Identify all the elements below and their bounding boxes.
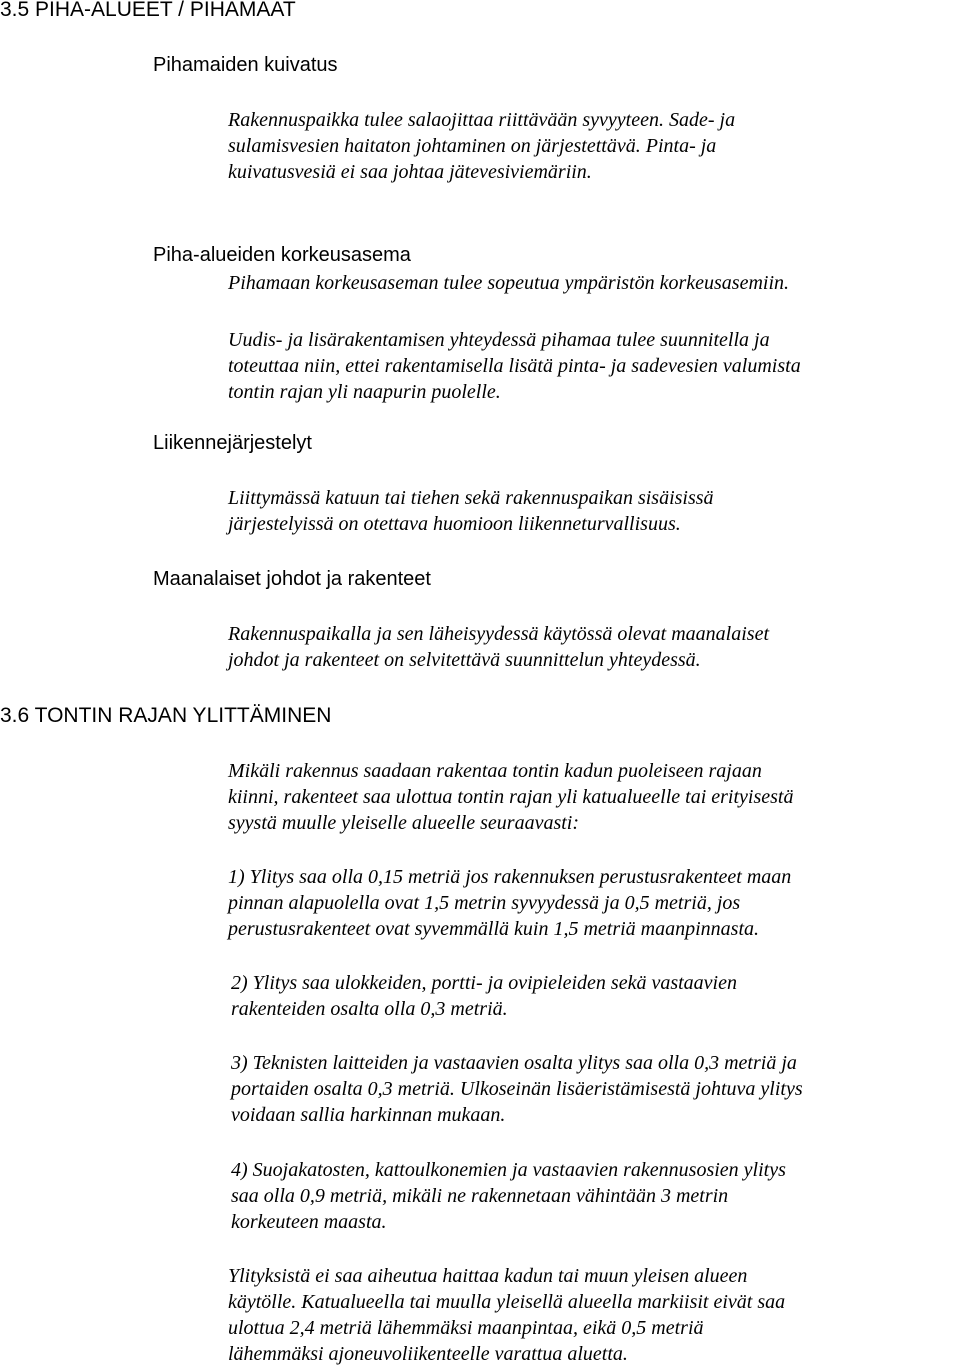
paragraph-item-2: 2) Ylitys saa ulokkeiden, portti- ja ovipieleiden sekä vastaavien rakenteiden osalta olla 0,3 metriä.: [231, 972, 737, 1020]
paragraph-intro: Mikäli rakennus saadaan rakentaa tontin kadun puoleiseen rajaan kiinni, rakenteet saa ulottua tontin rajan yli katualueelle tai erityisestä syystä muulle yleiselle alueelle seuraavasti:: [228, 760, 794, 834]
subheading-liikennejarjestelyt: Liikennejärjestelyt: [153, 432, 312, 454]
paragraph-liikennejarjestelyt: Liittymässä katuun tai tiehen sekä rakennuspaikan sisäisissä järjestelyissä on otettava huomioon liikenneturvallisuus.: [228, 487, 714, 535]
paragraph-closing: Ylityksistä ei saa aiheutua haittaa kadun tai muun yleisen alueen käytölle. Katualueella tai muulla yleisellä alueella markiisit eivät saa ulottua 2,4 metriä lähemmäksi maanpintaa, eikä 0,5 metriä lähemmäksi ajoneuvoliikenteelle varattua aluetta.: [228, 1265, 786, 1365]
paragraph-korkeusasema-1: Pihamaan korkeusaseman tulee sopeutua ympäristön korkeusasemiin.: [228, 272, 790, 294]
section-heading-3-5: 3.5 PIHA-ALUEET / PIHAMAAT: [0, 0, 296, 21]
subheading-pihamaiden-kuivatus: Pihamaiden kuivatus: [153, 54, 338, 76]
paragraph-item-1: 1) Ylitys saa olla 0,15 metriä jos rakennuksen perustusrakenteet maan pinnan alapuolella ovat 1,5 metrin syvyydessä ja 0,5 metriä, jos perustusrakenteet ovat syvemmällä kuin 1,5 metriä maanpinnasta.: [228, 866, 792, 940]
section-heading-3-6: 3.6 TONTIN RAJAN YLITTÄMINEN: [0, 704, 332, 727]
subheading-maanalaiset-johdot: Maanalaiset johdot ja rakenteet: [153, 568, 431, 590]
paragraph-item-3: 3) Teknisten laitteiden ja vastaavien osalta ylitys saa olla 0,3 metriä ja portaiden osalta 0,3 metriä. Ulkoseinän lisäeristämisestä johtuva ylitys voidaan sallia harkinnan mukaan.: [231, 1052, 803, 1126]
paragraph-korkeusasema-2: Uudis- ja lisärakentamisen yhteydessä pihamaa tulee suunnitella ja toteuttaa niin, ettei rakentamisella lisätä pinta- ja sadevesien valumista tontin rajan yli naapurin puolelle.: [228, 329, 801, 403]
paragraph-maanalaiset-johdot: Rakennuspaikalla ja sen läheisyydessä käytössä olevat maanalaiset johdot ja rakenteet on selvitettävä suunnittelun yhteydessä.: [228, 623, 770, 671]
subheading-korkeusasema: Piha-alueiden korkeusasema: [153, 244, 411, 266]
paragraph-kuivatus: Rakennuspaikka tulee salaojittaa riittävään syvyyteen. Sade- ja sulamisvesien haitaton johtaminen on järjestettävä. Pinta- ja kuivatusvesiä ei saa johtaa jätevesiviemäriin.: [228, 109, 736, 183]
paragraph-item-4: 4) Suojakatosten, kattoulkonemien ja vastaavien rakennusosien ylitys saa olla 0,9 metriä, mikäli ne rakennetaan vähintään 3 metrin korkeuteen maasta.: [231, 1159, 786, 1233]
